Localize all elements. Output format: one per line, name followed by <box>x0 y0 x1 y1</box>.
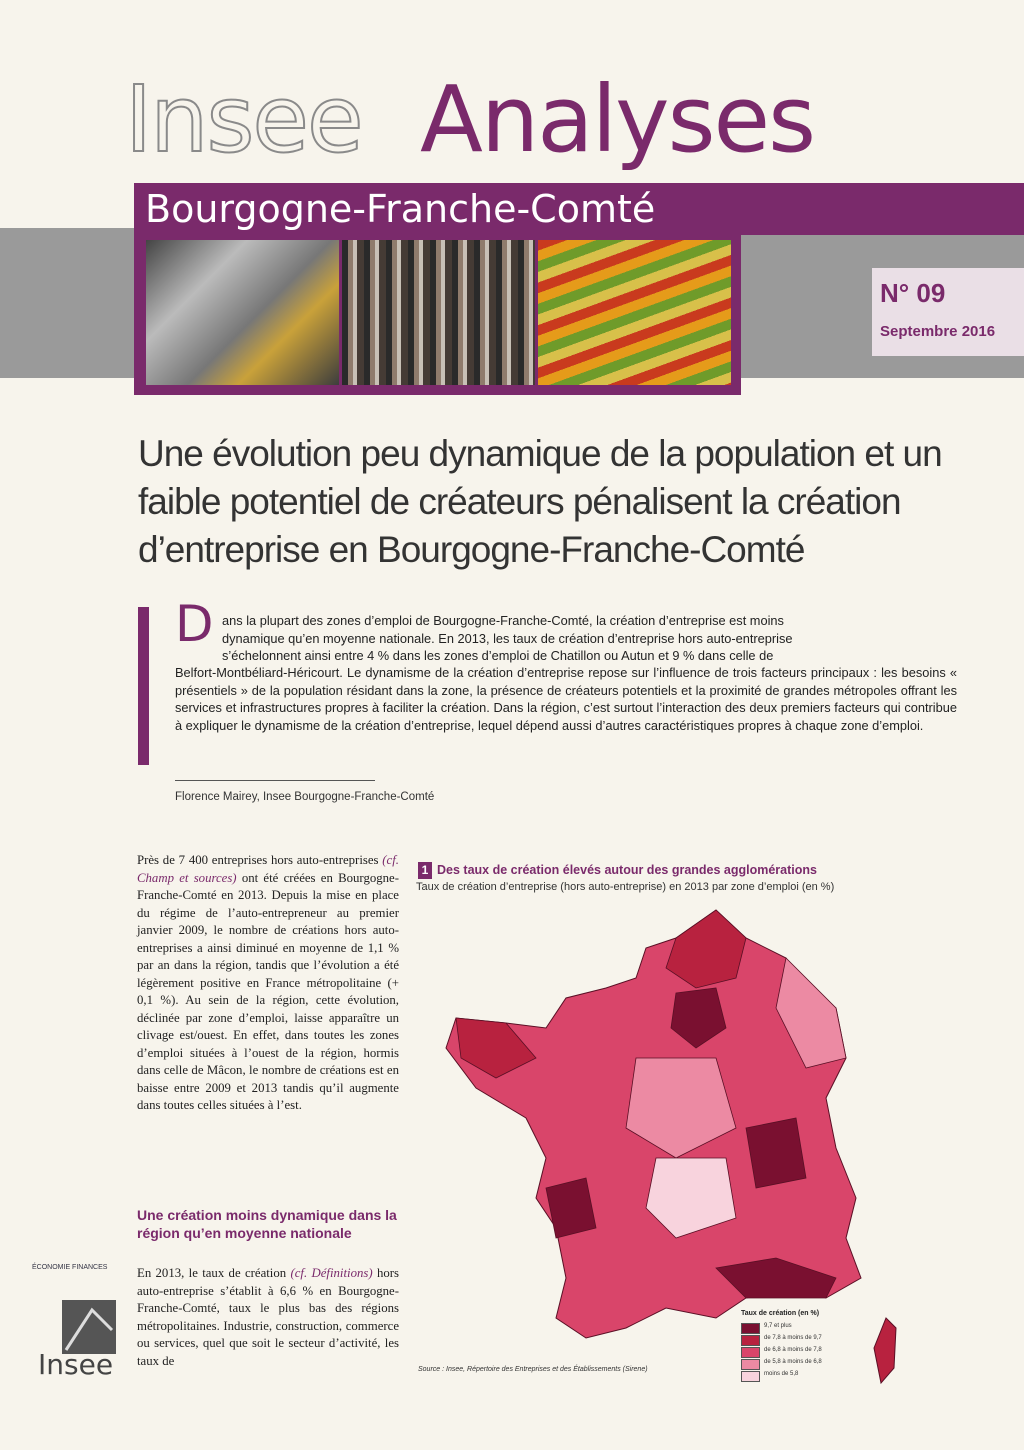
link-definitions[interactable]: (cf. Définitions) <box>290 1266 373 1280</box>
abstract-intro <box>222 612 957 665</box>
figure-source: Source : Insee, Répertoire des Entreprises et des Établissements (Sirene) <box>418 1366 648 1373</box>
section-heading: Une création moins dynamique dans la région qu’en moyenne nationale <box>137 1207 397 1241</box>
abstract-line: dynamique qu’en moyenne nationale. En 2013, les taux de création d’entreprise hors auto-entreprise <box>222 630 793 646</box>
legend-swatch <box>741 1359 760 1370</box>
body-paragraph-1 <box>137 852 399 1115</box>
body-paragraph-2 <box>137 1265 399 1370</box>
body-text: ont été créées en Bourgogne-Franche-Comté en 2013. Depuis la mise en place du régime de l’auto-entrepreneur au premier janvier 2009, le nombre de créations hors auto-entreprises a ainsi diminué en moyenne de 1,1 % par an dans la région, tandis que l’évolution a été légèrement positive en France métropolitaine (+ 0,1 %). Au sein de la région, cette évolution, déclinée par zone d’emploi, laisse apparaître un clivage est/ouest. En effet, dans toutes les zones d’emploi situées à l’ouest de la région, hormis dans celle de Mâcon, le nombre de créations est en baisse entre 2009 et 2013 tandis qu’il augmente dans toutes celles situées à l’est. <box>137 870 399 1112</box>
legend-label: 9,7 et plus <box>764 1323 792 1329</box>
insee-logo-icon <box>62 1300 116 1354</box>
page-title: Une évolution peu dynamique de la population et un faible potentiel de créateurs pénalisent la création d’entreprise en Bourgogne-Franche-Comté <box>138 433 942 570</box>
france-map <box>416 898 916 1388</box>
abstract-line: ans la plupart des zones d’emploi de Bourgogne-Franche-Comté, la création d’entreprise est moins <box>222 613 784 628</box>
abstract-dropcap: D <box>175 595 214 653</box>
body-text: En 2013, le taux de création <box>137 1266 291 1280</box>
legend-swatch <box>741 1323 760 1334</box>
legend-swatch <box>741 1371 760 1382</box>
corsica-outline <box>874 1318 896 1383</box>
abstract-bar <box>138 607 149 765</box>
figure-number: 1 <box>418 862 432 879</box>
legend-label: moins de 5,8 <box>764 1371 799 1377</box>
legend-swatch <box>741 1335 760 1346</box>
legend-title: Taux de création (en %) <box>741 1310 820 1317</box>
issue-number: N° 09 <box>880 278 946 308</box>
issue-date: Septembre 2016 <box>880 323 996 340</box>
author-divider <box>175 780 375 781</box>
insee-mark-icon <box>62 1300 116 1354</box>
legend-label: de 7,8 à moins de 9,7 <box>764 1335 822 1341</box>
abstract-body: Belfort-Montbéliard-Héricourt. Le dynamisme de la création d’entreprise repose sur l’influence de trois facteurs principaux : les besoins « présentiels » de la population résidant dans la zone, la présence de créateurs potentiels et la proximité de grandes métropoles offrant les services et infrastructures propres à faciliter la création. Dans la région, c’est surtout l’interaction des deux premiers facteurs qui contribue à expliquer le dynamisme de la création d’entreprise, lequel dépend aussi d’autres caractéristiques propres à chaque zone d’emploi. <box>175 665 957 733</box>
region-title: Bourgogne-Franche-Comté <box>145 187 656 231</box>
zone-north <box>666 910 746 988</box>
photo-vineyard <box>538 240 731 385</box>
legend-label: de 5,8 à moins de 6,8 <box>764 1359 822 1365</box>
photo-crowd <box>342 240 535 385</box>
body-text: hors auto-entreprise s’établit à 6,6 % en Bourgogne-Franche-Comté, taux le plus bas des régions métropolitaines. Industrie, construction, commerce ou services, quel que soit le secteur d’activité, les taux de <box>137 1266 399 1368</box>
figure-subtitle: Taux de création d’entreprise (hors auto-entreprise) en 2013 par zone d’emploi (en %) <box>416 881 835 893</box>
brand-insee: Insee <box>125 66 362 173</box>
author: Florence Mairey, Insee Bourgogne-Franche-Comté <box>175 791 435 803</box>
photo-industry <box>146 240 339 385</box>
brand-analyses: Analyses <box>420 66 815 173</box>
zone-lyon <box>746 1118 806 1188</box>
link-champ-sources[interactable]: (cf. Champ et sources) <box>137 853 399 885</box>
abstract-line: s’échelonnent ainsi entre 4 % dans les zones d’emploi de Chatillon ou Autun et 9 % dans celle de <box>222 648 774 663</box>
legend-swatch <box>741 1347 760 1358</box>
ministry-logo: ÉCONOMIE FINANCES <box>32 1264 108 1271</box>
figure-title: Des taux de création élevés autour des grandes agglomérations <box>437 863 817 877</box>
legend-label: de 6,8 à moins de 7,8 <box>764 1347 822 1353</box>
body-text: Près de 7 400 entreprises hors auto-entreprises <box>137 853 383 867</box>
insee-logo-text: Insee <box>38 1348 114 1381</box>
